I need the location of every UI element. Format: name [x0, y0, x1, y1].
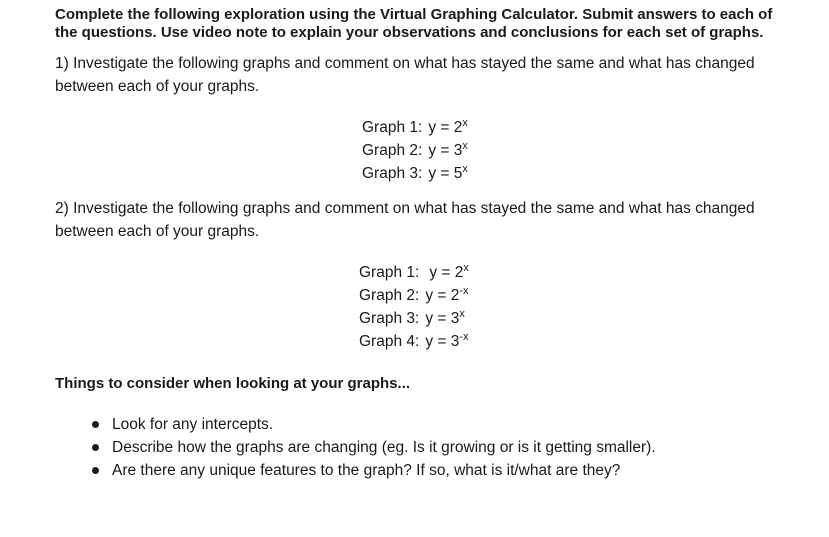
bullet-icon — [92, 421, 99, 428]
list-item — [92, 413, 795, 436]
graph-equation — [428, 119, 468, 136]
equation-exponent: x — [463, 262, 469, 274]
graph-row — [359, 307, 795, 330]
graph-equation — [425, 310, 465, 327]
equation-lhs: y = — [425, 310, 451, 327]
equation-base: 3 — [450, 310, 460, 327]
graph-row — [362, 139, 795, 162]
list-item — [92, 459, 795, 482]
list-item-text: Look for any intercepts. — [112, 416, 274, 433]
graph-label: Graph 4: — [359, 333, 420, 350]
equation-exponent: -x — [459, 331, 469, 343]
equation-base: 3 — [453, 142, 463, 159]
graph-equation — [425, 287, 468, 304]
equation-lhs: y = — [428, 165, 454, 182]
equation-base: 3 — [450, 333, 460, 350]
equation-lhs: y = — [428, 119, 454, 136]
consider-list — [92, 413, 795, 482]
question-2-graph-list — [359, 261, 795, 353]
graph-equation — [428, 142, 468, 159]
graph-label: Graph 2: — [359, 287, 420, 304]
instructions-paragraph: Complete the following exploration using the Virtual Graphing Calculator. Submit answers to each of the questions. Use video note to explain your observations and conclusions for each set of graphs. — [55, 6, 773, 41]
bullet-icon — [92, 467, 99, 474]
graph-equation — [429, 264, 469, 281]
list-item-text: Describe how the graphs are changing (eg. Is it growing or is it getting smaller). — [112, 439, 656, 456]
graph-label: Graph 3: — [359, 310, 420, 327]
equation-lhs: y = — [425, 333, 451, 350]
equation-lhs: y = — [425, 287, 451, 304]
question-1-text: 1) Investigate the following graphs and comment on what has stayed the same and what has changed between each of your graphs. — [55, 55, 755, 95]
equation-exponent: -x — [459, 285, 469, 297]
list-item — [92, 436, 795, 459]
equation-base: 5 — [453, 165, 463, 182]
equation-base: 2 — [454, 264, 464, 281]
question-1-graph-list — [362, 116, 795, 185]
graph-label: Graph 1: — [359, 264, 420, 281]
equation-lhs: y = — [428, 142, 454, 159]
graph-label: Graph 1: — [362, 119, 423, 136]
equation-exponent: x — [462, 117, 468, 129]
list-item-text: Are there any unique features to the graph? If so, what is it/what are they? — [112, 462, 621, 479]
graph-equation — [425, 333, 468, 350]
equation-base: 2 — [450, 287, 460, 304]
equation-base: 2 — [453, 119, 463, 136]
consider-heading: Things to consider when looking at your graphs... — [55, 375, 411, 392]
equation-exponent: x — [462, 140, 468, 152]
graph-row — [362, 116, 795, 139]
graph-row — [359, 330, 795, 353]
bullet-icon — [92, 444, 99, 451]
equation-lhs: y = — [429, 264, 455, 281]
graph-equation — [428, 165, 468, 182]
graph-row — [362, 162, 795, 185]
equation-exponent: x — [459, 308, 465, 320]
graph-label: Graph 3: — [362, 165, 423, 182]
graph-label: Graph 2: — [362, 142, 423, 159]
question-2-text: 2) Investigate the following graphs and comment on what has stayed the same and what has changed between each of your graphs. — [55, 200, 755, 240]
graph-row — [359, 284, 795, 307]
equation-exponent: x — [462, 163, 468, 175]
graph-row — [359, 261, 795, 284]
document-page — [55, 6, 795, 482]
